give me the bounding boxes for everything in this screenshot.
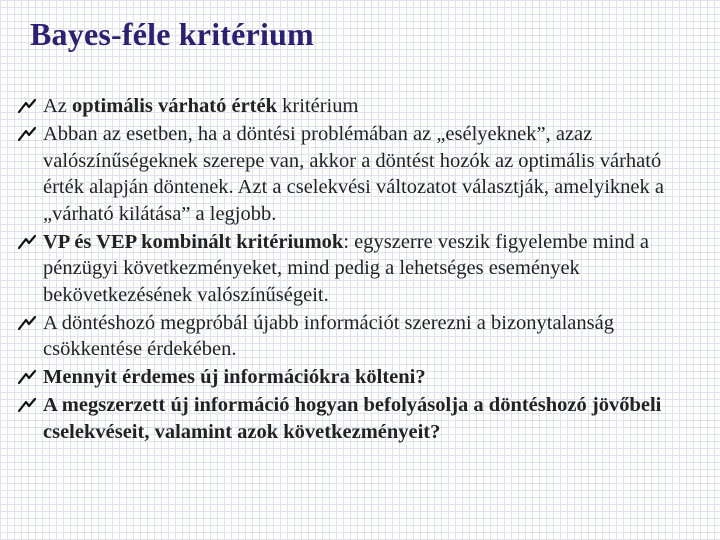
slide-title: Bayes-féle kritérium: [30, 16, 314, 52]
bullet-item: [18, 121, 698, 227]
bullet-text-plain: : egyszerre veszik figyelembe mind a pénzügyi következményeket, mind pedig a lehetséges események bekövetkezésének valószínűségeit.: [43, 230, 649, 306]
bullet-item: [18, 229, 698, 309]
bullet-text-bold: A megszerzett új információ hogyan befolyásolja a döntéshozó jövőbeli cselekvéseit, valamint azok következményeit?: [43, 394, 662, 443]
pen-nib-icon: [18, 127, 36, 142]
bullet-text-plain: Az: [43, 95, 73, 117]
pen-nib-icon: [18, 99, 36, 114]
pen-nib-icon: [18, 316, 36, 331]
bullet-item: [18, 392, 698, 445]
bullet-text-bold: VP és VEP kombinált kritériumok: [43, 230, 344, 253]
pen-nib-icon: [18, 398, 36, 413]
bullet-text-bold: optimális várható érték: [72, 95, 278, 117]
bullet-list: [18, 93, 698, 447]
bullet-item: [18, 310, 698, 363]
pen-nib-icon: [18, 235, 36, 250]
bullet-text-plain: kritérium: [277, 95, 359, 117]
bullet-item: [18, 93, 698, 120]
bullet-text-plain: Abban az esetben, ha a döntési problémában az „esélyeknek”, azaz valószínűségeknek szerepe van, akkor a döntést hozók az optimális várható érték alapján döntenek. Azt a cselekvési változatot választják, amelyiknek a „várható kilátása” a legjobb.: [43, 123, 665, 225]
bullet-item: [18, 364, 698, 391]
bullet-text-plain: A döntéshozó megpróbál újabb információt szerezni a bizonytalanság csökkentése érdekében.: [43, 311, 614, 360]
pen-nib-icon: [18, 370, 36, 385]
bullet-text-bold: Mennyit érdemes új információkra költeni?: [43, 366, 426, 388]
